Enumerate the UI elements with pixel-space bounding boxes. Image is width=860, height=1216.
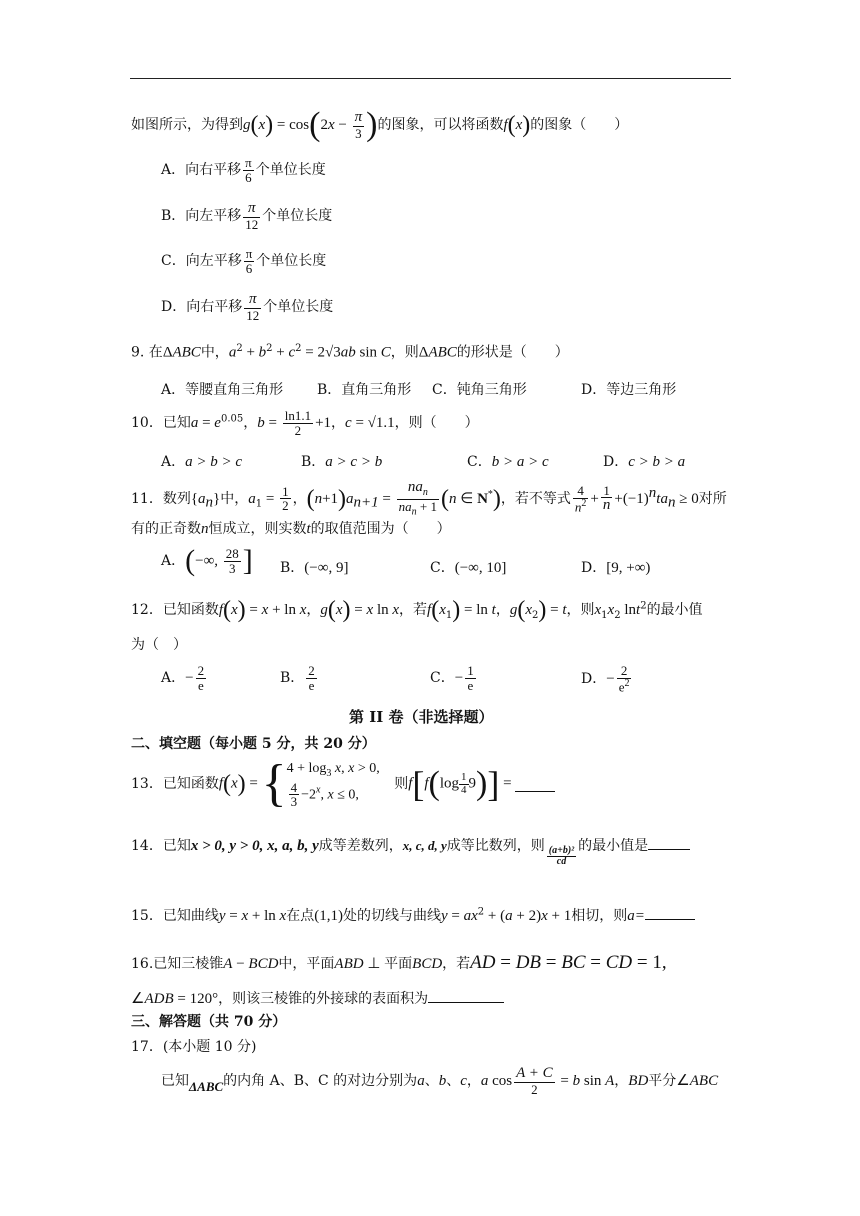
q9-option-a: A．等腰直角三角形 — [161, 382, 284, 398]
q11-option-b: B．(−∞, 9] — [280, 560, 349, 576]
q9-option-c: C．钝角三角形 — [432, 382, 527, 398]
q11-option-d: D．[9, +∞) — [581, 560, 651, 576]
q12-option-c: C．− $\frac{1}{e}$ — [430, 663, 474, 693]
q8-option-a: A．向右平移 $\frac{\pi}{6}$ 个单位长度 — [161, 155, 326, 185]
question-17-header: 17．(本小题 10 分) — [131, 1039, 257, 1055]
question-8-stem: 如图所示，为得到g(x) = cos(2x − $\frac{\pi}{3}$ )的图象，可以将函数f(x)的图象（ ） — [131, 106, 629, 143]
q8-option-d: D．向右平移 $\frac{\pi}{12}$ 个单位长度 — [161, 291, 334, 323]
header-rule — [130, 78, 731, 79]
q12-option-b: B． $\frac{2}{e}$ — [280, 663, 315, 693]
q12-option-a: A．− $\frac{2}{e}$ — [161, 663, 205, 693]
question-9-stem: 9. 在ΔABC中，$a^2 + b^2 + c^2 = 2√3ab$ sin C，则ΔABC的形状是（ ） — [131, 343, 569, 361]
q10-option-a: A．a > b > c — [161, 454, 243, 470]
section-2-title: 第 II 卷（非选择题） — [349, 708, 494, 726]
q10-option-b: B．a > c > b — [301, 454, 383, 470]
question-12-line2: 为（ ） — [131, 637, 187, 653]
question-16-line2: ∠ADB = 120°，则该三棱锥的外接球的表面积为 — [131, 988, 504, 1008]
fill-in-heading: 二、填空题（每小题 5 分，共 20 分） — [131, 736, 376, 752]
q8-text-a: 如图所示，为得到 — [131, 117, 243, 133]
question-13-stem: 13．已知函数$f(x) = \{4 + \log_3 x$, x > 0, $\frac{4}{3}$ $-2^x$, x ≤ 0, 则f[f(log $\frac{1}{4}$ 9)] = — [131, 758, 555, 810]
q8-option-c: C．向左平移 $\frac{\pi}{6}$ 个单位长度 — [161, 246, 327, 276]
q10-option-c: C．b > a > c — [467, 454, 549, 470]
q10-option-d: D．c > b > a — [603, 454, 686, 470]
q8-option-b: B．向左平移 $\frac{\pi}{12}$ 个单位长度 — [161, 200, 333, 232]
question-11-line2: 有的正奇数n恒成立，则实数t的取值范围为（ ） — [131, 521, 451, 537]
q8-text-b: 的图象，可以将函数 — [377, 117, 504, 133]
q9-option-d: D．等边三角形 — [581, 382, 677, 398]
q11-option-a: A．(−∞, $\frac{28}{3}$ ] — [161, 544, 253, 577]
question-15-stem: 15．已知曲线y = x + ln x在点(1,1)处的切线与曲线$y = ax^2 + (a + 2)x + 1$相切，则a= — [131, 905, 695, 925]
question-12-stem: 12．已知函数f(x) = x + ln x，g(x) = x ln x，若$f(x_1) = \ln t$，$g(x_2) = t$，则$x_1x_2$ lnt$^2$的最小值 — [131, 597, 703, 623]
question-16-stem: 16.已知三棱锥A − BCD中，平面ABD ⊥ 平面BCD，若AD = DB = BC = CD = 1, — [131, 952, 667, 973]
question-14-stem: 14．已知x > 0, y > 0, x, a, b, y成等差数列，x, c, d, y成等比数列，则 $\frac{\text{(a+b)²}}{cd}$ 的最小值是 — [131, 835, 690, 868]
question-10-stem: 10．已知$a = e^{0.05}$，b = $\frac{\ln 1.1}{2}$ +1，c = √1.1，则（ ） — [131, 408, 479, 438]
q12-option-d: D．− $\frac{2}{e^2}$ — [581, 663, 630, 694]
solve-heading: 三、解答题（共 70 分） — [131, 1014, 287, 1030]
q11-option-c: C．(−∞, 10] — [430, 560, 507, 576]
q8-text-c: 的图象（ ） — [530, 117, 629, 133]
question-11-stem: 11．数列$\{a_n\}$中，$a_1$ = $\frac{1}{2}$ ，$(n+1)a_{n+1}$ = $\frac{na_n}{na_n + 1}$ (n ∈ N*)，若不等式 $\frac{4}{n^2}$ + $\frac{1}{n}$ $+(-1)^nta_n \ge 0$对所 — [131, 479, 727, 518]
q9-option-b: B．直角三角形 — [317, 382, 412, 398]
question-17-stem: 已知ΔABC的内角 A、B、C 的对边分别为a、b、c，a cos $\frac{A + C}{2}$ = b sin A，BD平分∠ABC — [161, 1065, 719, 1097]
